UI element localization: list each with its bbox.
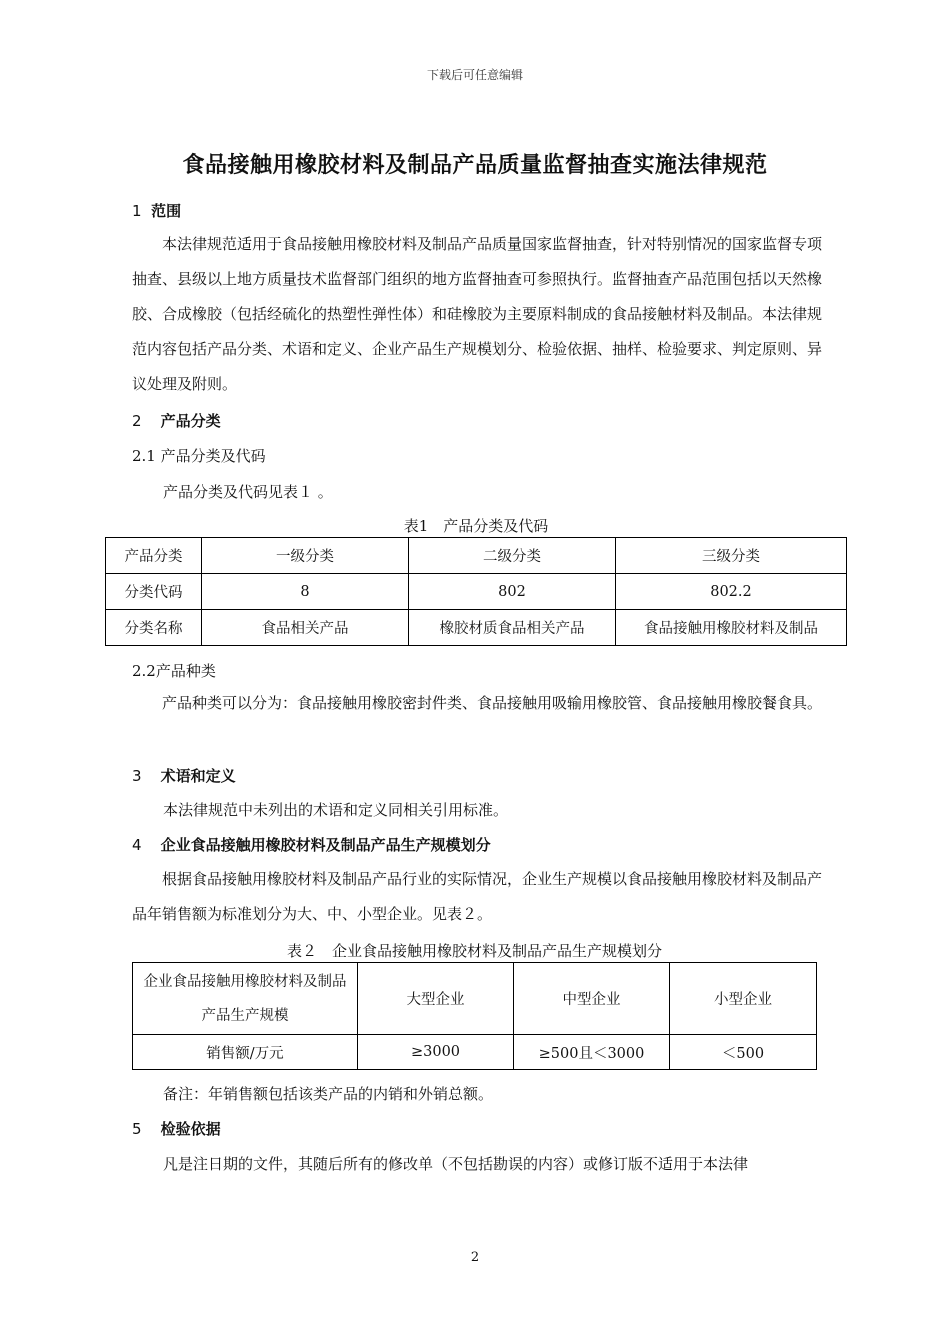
- section-3-paragraph: 本法律规范中未列出的术语和定义同相关引用标准。: [163, 801, 509, 819]
- section-5-title: 检验依据: [160, 1120, 221, 1138]
- section-4-paragraph: 根据食品接触用橡胶材料及制品产品行业的实际情况，企业生产规模以食品接触用橡胶材料及制品产品年销售额为标准划分为大、中、小型企业。见表２。: [132, 870, 823, 923]
- table-2-cell: 销售额/万元: [133, 1035, 358, 1070]
- table-1-cell: 分类名称: [106, 610, 202, 646]
- section-2-heading: [132, 410, 221, 431]
- section-4-title: 企业食品接触用橡胶材料及制品产品生产规模划分: [160, 836, 491, 854]
- section-4-number: 4: [132, 836, 142, 854]
- table-2-header-cell: 中型企业: [514, 963, 670, 1035]
- table-2-header-cell: 大型企业: [358, 963, 514, 1035]
- subsection-2-1-text: 产品分类及代码见表１ 。: [163, 483, 333, 501]
- table-2-header-cell: 小型企业: [670, 963, 817, 1035]
- table-1-cell: 二级分类: [409, 538, 616, 574]
- section-5-number: 5: [132, 1120, 142, 1138]
- table-2-row: [133, 1035, 817, 1070]
- section-5-paragraph: 凡是注日期的文件，其随后所有的修改单（不包括勘误的内容）或修订版不适用于本法律: [163, 1155, 749, 1173]
- table-1: [105, 537, 847, 646]
- table-1-cell: 三级分类: [616, 538, 847, 574]
- subsection-2-1-heading: 2.1 产品分类及代码: [132, 447, 266, 465]
- table-1-cell: 橡胶材质食品相关产品: [409, 610, 616, 646]
- table-2-cell: ≥3000: [358, 1035, 514, 1070]
- table-1-row: [106, 610, 847, 646]
- table-1-row: [106, 574, 847, 610]
- section-1-number: 1: [132, 202, 142, 220]
- section-1-paragraph: 本法律规范适用于食品接触用橡胶材料及制品产品质量国家监督抽查，针对特别情况的国家监督专项抽查、县级以上地方质量技术监督部门组织的地方监督抽查可参照执行。监督抽查产品范围包括以天然橡胶、合成橡胶（包括经硫化的热塑性弹性体）和硅橡胶为主要原料制成的食品接触材料及制品。本法律规范内容包括产品分类、术语和定义、企业产品生产规模划分、检验依据、抽样、检验要求、判定原则、异议处理及附则。: [132, 235, 823, 393]
- section-3-title: 术语和定义: [160, 767, 236, 785]
- page-number: 2: [470, 1250, 480, 1265]
- section-2-number: 2: [132, 412, 142, 430]
- table-1-cell: 802: [409, 574, 616, 610]
- table-2-caption: 表２ 企业食品接触用橡胶材料及制品产品生产规模划分: [286, 942, 662, 960]
- subsection-2-2-text: 产品种类可以分为：食品接触用橡胶密封件类、食品接触用吸输用橡胶管、食品接触用橡胶餐食具。: [162, 694, 823, 712]
- section-1-heading: [132, 200, 181, 221]
- table-1-cell: 一级分类: [202, 538, 409, 574]
- table-2-cell: ≥500且＜3000: [514, 1035, 670, 1070]
- subsection-2-2-heading: 2.2产品种类: [132, 662, 216, 680]
- section-3-heading: [132, 765, 236, 786]
- page-header: 下载后可任意编辑: [426, 68, 523, 82]
- table-1-cell: 产品分类: [106, 538, 202, 574]
- section-5-heading: [132, 1118, 221, 1139]
- table-1-cell: 食品相关产品: [202, 610, 409, 646]
- table-1-caption: 表1 产品分类及代码: [403, 517, 549, 535]
- document-title: 食品接触用橡胶材料及制品产品质量监督抽查实施法律规范: [182, 153, 768, 178]
- section-4-heading: [132, 834, 491, 855]
- table-2-header-row: [133, 963, 817, 1035]
- table-2-cell: ＜500: [670, 1035, 817, 1070]
- table-1-cell: 分类代码: [106, 574, 202, 610]
- table-2-header-cell: 企业食品接触用橡胶材料及制品产品生产规模: [133, 963, 358, 1035]
- table-1-cell: 802.2: [616, 574, 847, 610]
- table-1-cell: 8: [202, 574, 409, 610]
- section-2-title: 产品分类: [160, 412, 221, 430]
- table-2: [132, 962, 817, 1070]
- section-3-number: 3: [132, 767, 142, 785]
- table-2-note: 备注：年销售额包括该类产品的内销和外销总额。: [163, 1085, 494, 1103]
- table-1-row: [106, 538, 847, 574]
- table-1-cell: 食品接触用橡胶材料及制品: [616, 610, 847, 646]
- section-1-title: 范围: [151, 202, 182, 220]
